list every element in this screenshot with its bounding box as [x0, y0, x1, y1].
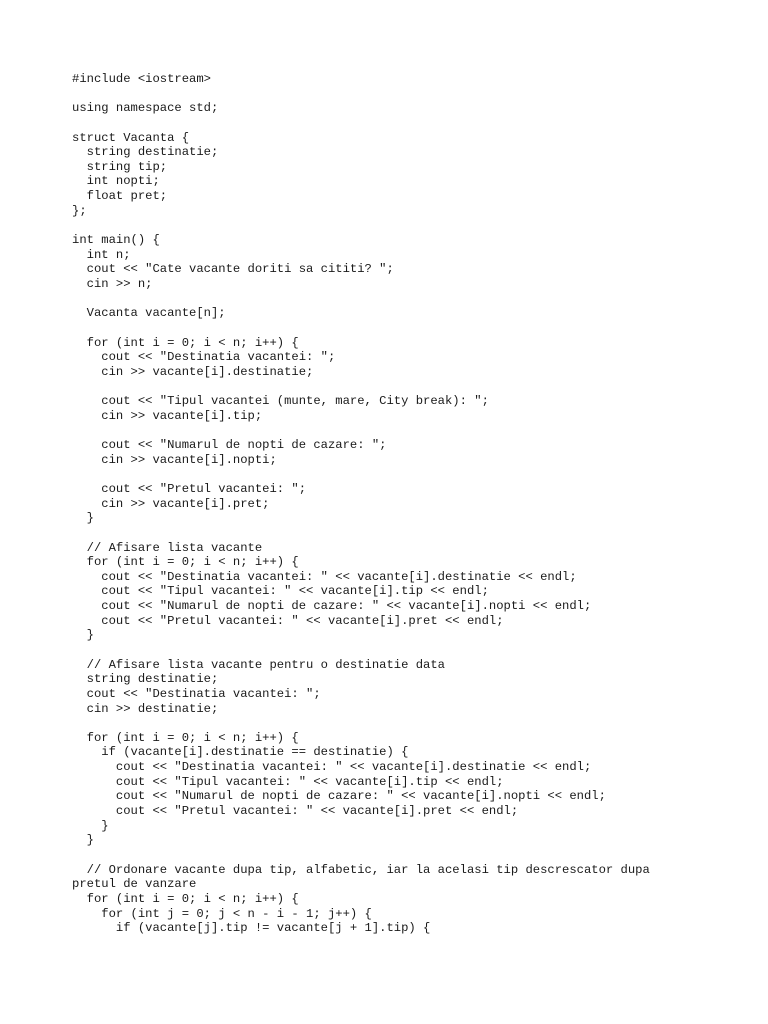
code-line: for (int i = 0; i < n; i++) { [72, 730, 299, 745]
code-line: pretul de vanzare [72, 877, 197, 892]
code-line: cout << "Destinatia vacantei: "; [72, 686, 321, 701]
code-line: #include <iostream> [72, 72, 211, 86]
code-line: cin >> n; [72, 276, 153, 291]
code-line: struct Vacanta { [72, 130, 190, 145]
code-line: string destinatie; [72, 672, 219, 687]
code-line: } [72, 511, 94, 526]
code-line: cout << "Pretul vacantei: " << vacante[i].pret << endl; [72, 804, 519, 819]
code-line [72, 848, 712, 863]
code-line: if (vacante[i].destinatie == destinatie) { [72, 745, 409, 760]
code-line: cout << "Numarul de nopti de cazare: " << vacante[i].nopti << endl; [72, 599, 592, 614]
code-line [72, 467, 712, 482]
code-line: // Ordonare vacante dupa tip, alfabetic, iar la acelasi tip descrescator dupa [72, 862, 650, 877]
code-line: int nopti; [72, 174, 160, 189]
code-line: Vacanta vacante[n]; [72, 306, 226, 321]
code-line: } [72, 628, 94, 643]
code-line: cin >> vacante[i].pret; [72, 496, 270, 511]
code-listing [72, 72, 712, 936]
code-line: cin >> vacante[i].nopti; [72, 452, 277, 467]
code-line: cin >> destinatie; [72, 701, 219, 716]
code-line [72, 643, 712, 658]
code-line: cout << "Numarul de nopti de cazare: " << vacante[i].nopti << endl; [72, 789, 606, 804]
code-line: using namespace std; [72, 101, 219, 116]
code-line: for (int i = 0; i < n; i++) { [72, 335, 299, 350]
code-line [72, 379, 712, 394]
code-line: } [72, 818, 109, 833]
code-line: int main() { [72, 233, 160, 248]
code-line [72, 526, 712, 541]
code-line: // Afisare lista vacante [72, 540, 263, 555]
code-line: int n; [72, 247, 131, 262]
code-line: cout << "Numarul de nopti de cazare: "; [72, 438, 387, 453]
code-line: string tip; [72, 159, 168, 174]
code-line: cout << "Tipul vacantei (munte, mare, City break): "; [72, 394, 489, 409]
code-line [72, 218, 712, 233]
code-line: cout << "Tipul vacantei: " << vacante[i].tip << endl; [72, 584, 489, 599]
code-line [72, 116, 712, 131]
code-line: cout << "Cate vacante doriti sa cititi? "; [72, 262, 394, 277]
code-line: }; [72, 203, 87, 218]
code-line: } [72, 833, 94, 848]
code-line: cout << "Destinatia vacantei: " << vacante[i].destinatie << endl; [72, 569, 577, 584]
code-line: for (int i = 0; i < n; i++) { [72, 891, 299, 906]
code-line: cout << "Pretul vacantei: "; [72, 481, 307, 496]
code-line: float pret; [72, 189, 168, 204]
code-line [72, 321, 712, 336]
code-line: // Afisare lista vacante pentru o destinatie data [72, 657, 445, 672]
code-line [72, 716, 712, 731]
code-line: cout << "Destinatia vacantei: "; [72, 350, 336, 365]
code-line [72, 423, 712, 438]
code-line: cout << "Destinatia vacantei: " << vacante[i].destinatie << endl; [72, 760, 592, 775]
code-line: if (vacante[j].tip != vacante[j + 1].tip) { [72, 921, 431, 936]
code-line [72, 292, 712, 307]
code-line: cout << "Pretul vacantei: " << vacante[i].pret << endl; [72, 613, 504, 628]
code-line [72, 87, 712, 102]
code-line: cin >> vacante[i].tip; [72, 408, 263, 423]
code-line: for (int j = 0; j < n - i - 1; j++) { [72, 906, 372, 921]
code-line: string destinatie; [72, 145, 219, 160]
code-line: cin >> vacante[i].destinatie; [72, 364, 314, 379]
code-line: for (int i = 0; i < n; i++) { [72, 555, 299, 570]
code-line: cout << "Tipul vacantei: " << vacante[i].tip << endl; [72, 774, 504, 789]
